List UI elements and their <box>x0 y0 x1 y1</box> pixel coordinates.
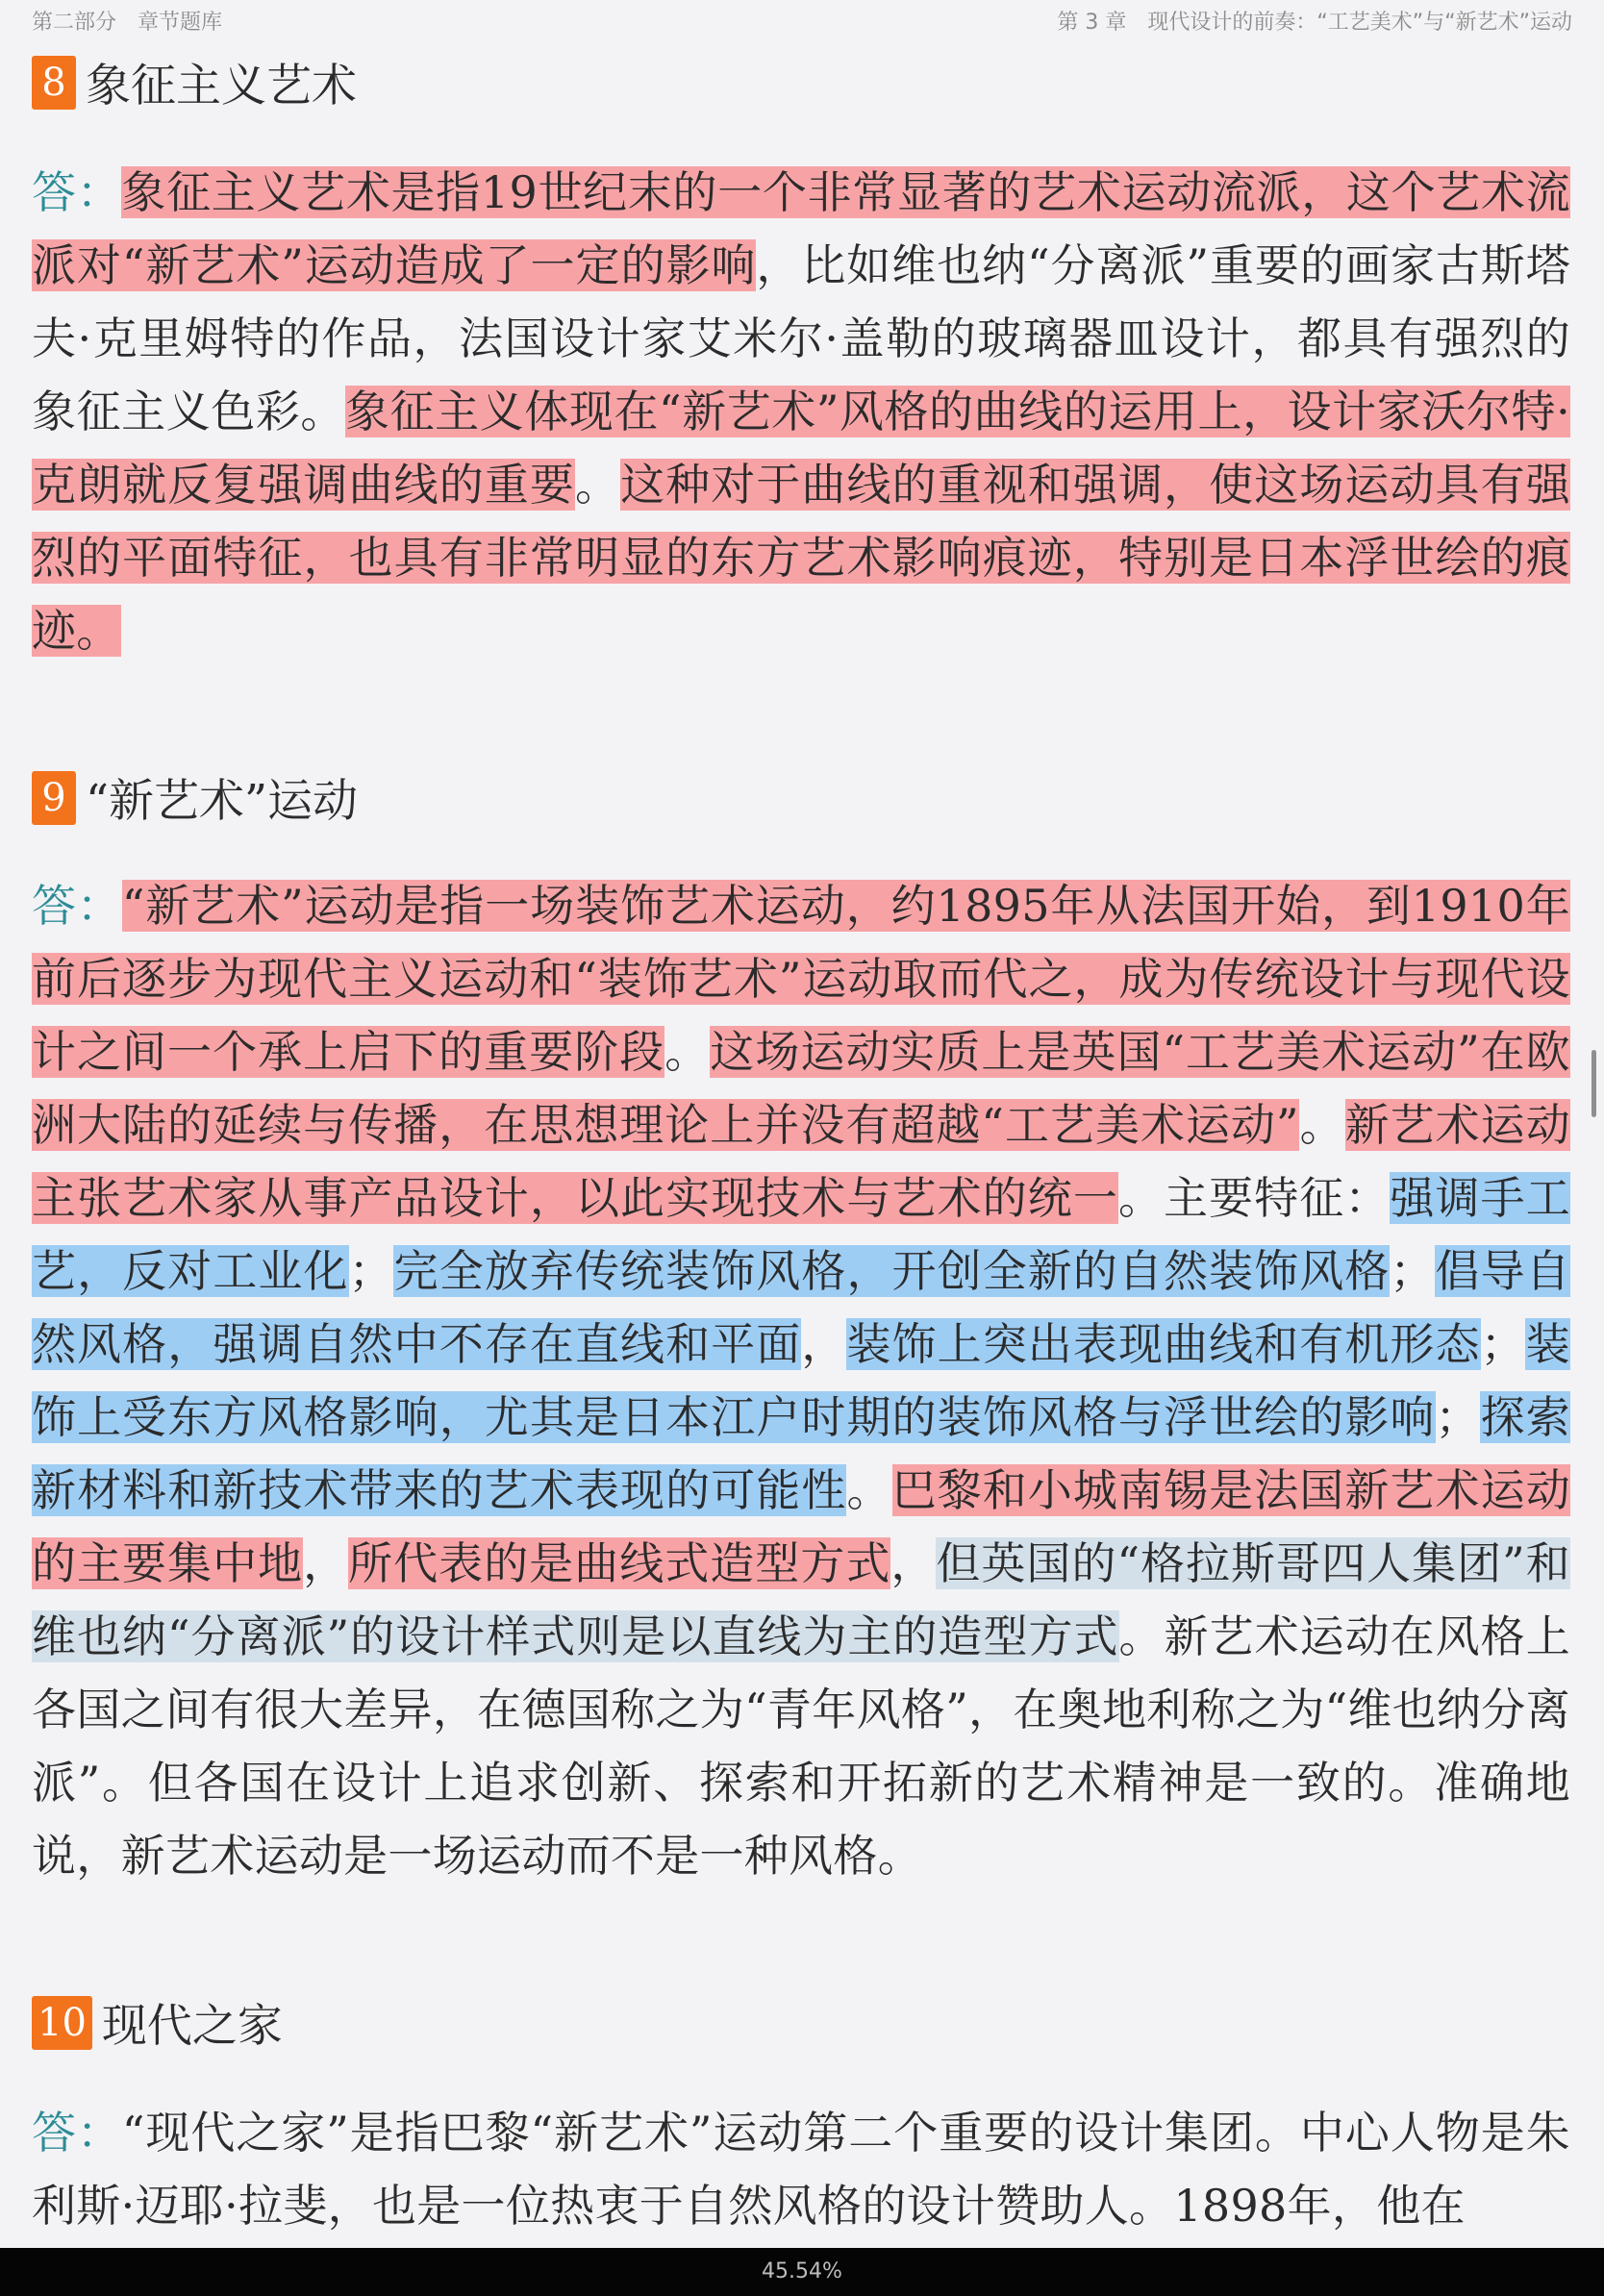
text-segment[interactable]: 。新艺术运动在风格上各国之间有很大差异，在德国称之为“青年风格”，在奥地利称之为“维也纳分离派”。但各国在设计上追求创新、探索和开拓新的艺术精神是一致的。准确地说，新艺术运动是一场运动而不是一种风格。 <box>32 1610 1570 1882</box>
entry-heading <box>32 765 358 830</box>
highlight-red[interactable]: 巴黎和小城南锡是法国新艺术运动的主要集中地 <box>32 1464 1570 1589</box>
text-segment[interactable]: ， <box>801 1318 847 1370</box>
section-breadcrumb: 第二部分 章节题库 <box>32 11 223 35</box>
highlight-blue[interactable]: 强调手工艺，反对工业化 <box>32 1172 1570 1297</box>
answer-label: 答： <box>32 2107 122 2159</box>
text-segment[interactable]: ， <box>303 1537 349 1589</box>
answer-paragraph[interactable] <box>32 2096 1570 2242</box>
text-segment[interactable]: ，比如维也纳“分离派”重要的画家古斯塔夫·克里姆特的作品，法国设计家艾米尔·盖勒的玻璃器皿设计，都具有强烈的象征主义色彩。 <box>32 239 1571 437</box>
text-segment[interactable]: ， <box>890 1537 937 1589</box>
text-segment[interactable]: 。主要特征： <box>1117 1172 1391 1224</box>
entry-number-badge: 9 <box>32 771 76 825</box>
highlight-blue[interactable]: 倡导自然风格，强调自然中不存在直线和平面 <box>32 1245 1570 1370</box>
entry-title: “新艺术”运动 <box>86 775 359 828</box>
text-segment[interactable]: ； <box>1480 1318 1525 1370</box>
answer-label: 答： <box>32 880 122 932</box>
answer-paragraph[interactable] <box>32 869 1570 1892</box>
highlight-red[interactable]: “新艺术”运动是指一场装饰艺术运动，约1895年从法国开始，到1910年前后逐步为现代主义运动和“装饰艺术”运动取而代之，成为传统设计与现代设计之间一个承上启下的重要阶段 <box>32 880 1570 1078</box>
reading-progress: 45.54% <box>762 2259 842 2284</box>
text-segment[interactable]: “现代之家”是指巴黎“新艺术”运动第二个重要的设计集团。中心人物是朱利斯·迈耶·拉斐，也是一位热衷于自然风格的设计赞助人。1898年，他在 <box>32 2107 1570 2232</box>
text-segment[interactable]: 。 <box>1298 1099 1345 1151</box>
highlight-blue[interactable]: 探索新材料和新技术带来的艺术表现的可能性 <box>32 1391 1570 1516</box>
entry-number-badge: 8 <box>32 56 76 110</box>
text-segment[interactable]: 。 <box>846 1464 892 1516</box>
entry-title: 象征主义艺术 <box>86 60 357 112</box>
highlight-red[interactable]: 新艺术运动主张艺术家从事产品设计，以此实现技术与艺术的统一 <box>32 1099 1571 1224</box>
text-segment[interactable]: 。 <box>664 1026 711 1078</box>
entry-heading <box>32 50 357 114</box>
highlight-red[interactable]: 象征主义体现在“新艺术”风格的曲线的运用上，设计家沃尔特·克朗就反复强调曲线的重要 <box>32 386 1570 511</box>
chapter-title: 第 3 章 现代设计的前奏：“工艺美术”与“新艺术”运动 <box>1057 11 1572 35</box>
highlight-gray[interactable]: 但英国的“格拉斯哥四人集团”和维也纳“分离派”的设计样式则是以直线为主的造型方式 <box>32 1537 1570 1662</box>
text-segment[interactable]: ； <box>1435 1391 1480 1443</box>
reading-progress-bar <box>0 2248 1604 2296</box>
highlight-blue[interactable]: 完全放弃传统装饰风格，开创全新的自然装饰风格 <box>392 1245 1391 1297</box>
scroll-handle[interactable] <box>1591 1050 1596 1117</box>
answer-paragraph[interactable] <box>32 156 1570 667</box>
entry-heading <box>32 1990 283 2055</box>
text-segment[interactable]: 。 <box>574 459 621 511</box>
highlight-red[interactable]: 所代表的是曲线式造型方式 <box>348 1537 891 1589</box>
highlight-blue[interactable]: 装饰上突出表现曲线和有机形态 <box>846 1318 1481 1370</box>
entry-title: 现代之家 <box>101 2000 283 2053</box>
answer-label: 答： <box>32 166 122 218</box>
highlight-red[interactable]: 这场运动实质上是英国“工艺美术运动”在欧洲大陆的延续与传播，在思想理论上并没有超越“工艺美术运动” <box>32 1026 1570 1151</box>
highlight-red[interactable]: 象征主义艺术是指19世纪末的一个非常显著的艺术运动流派，这个艺术流派对“新艺术”运动造成了一定的影响 <box>32 166 1570 291</box>
highlight-red[interactable]: 这种对于曲线的重视和强调，使这场运动具有强烈的平面特征，也具有非常明显的东方艺术影响痕迹，特别是日本浮世绘的痕迹。 <box>32 459 1570 657</box>
highlight-blue[interactable]: 装饰上受东方风格影响，尤其是日本江户时期的装饰风格与浮世绘的影响 <box>32 1318 1570 1443</box>
page-header <box>0 0 1604 42</box>
text-segment[interactable]: ； <box>1390 1245 1435 1297</box>
entry-number-badge: 10 <box>32 1996 92 2050</box>
text-segment[interactable]: ； <box>348 1245 393 1297</box>
